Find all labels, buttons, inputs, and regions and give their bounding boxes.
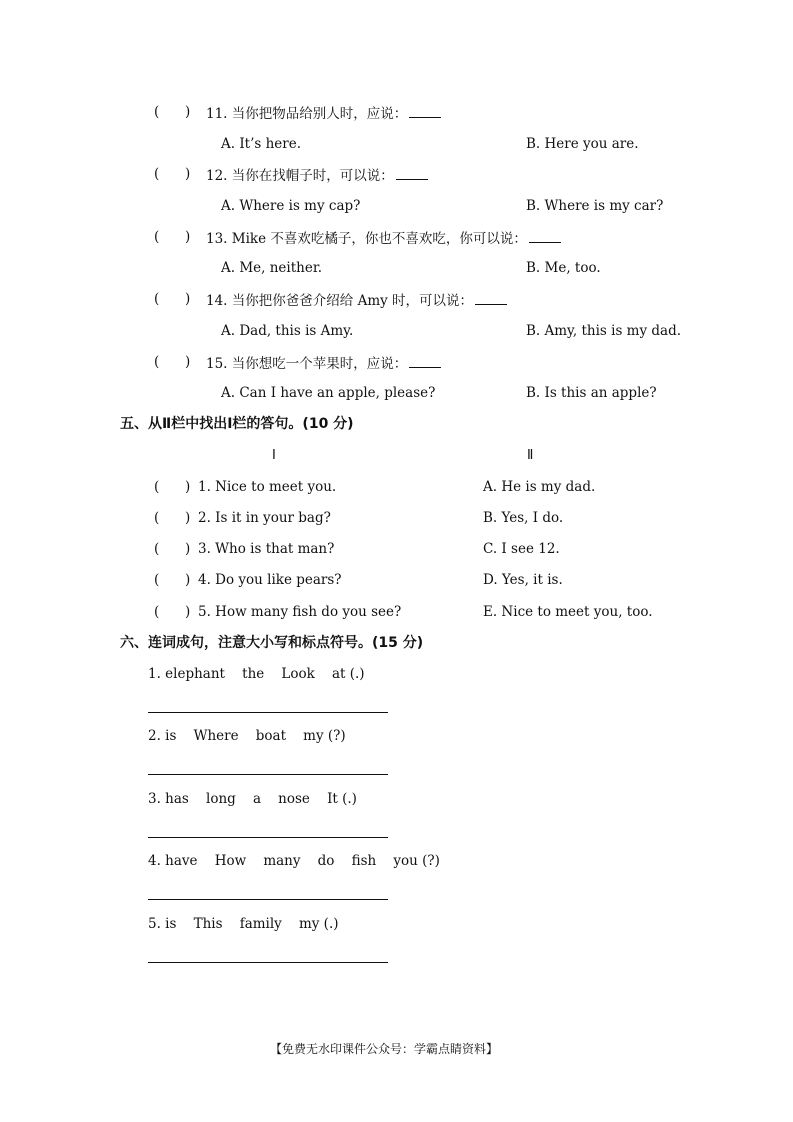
- column-ii-item: C. I see 12.: [483, 541, 560, 557]
- column-ii-item: B. Yes, I do.: [483, 510, 564, 526]
- question-number: 11.: [206, 106, 228, 122]
- option-b[interactable]: B. Is this an apple?: [526, 385, 657, 401]
- answer-paren[interactable]: ( ): [154, 354, 191, 370]
- fill-blank[interactable]: [529, 228, 561, 243]
- answer-paren[interactable]: ( ): [154, 510, 191, 526]
- answer-paren[interactable]: ( ): [154, 604, 191, 620]
- option-a[interactable]: A. Where is my cap?: [221, 198, 361, 214]
- scrambled-words: 2. is Where boat my (?): [148, 728, 346, 744]
- option-b[interactable]: B. Where is my car?: [526, 198, 664, 214]
- answer-line[interactable]: [148, 837, 388, 838]
- column-ii-item: A. He is my dad.: [483, 479, 596, 495]
- column-i-item: 2. Is it in your bag?: [198, 510, 331, 526]
- question-prompt: [206, 353, 441, 373]
- section-5-title: 五、从Ⅱ栏中找出Ⅰ栏的答句。(10 分): [120, 416, 354, 432]
- option-a[interactable]: A. It’s here.: [221, 136, 302, 152]
- option-b[interactable]: B. Me, too.: [526, 260, 601, 276]
- answer-line[interactable]: [148, 774, 388, 775]
- column-i-header: Ⅰ: [272, 448, 276, 463]
- footer-note: 【免费无水印课件公众号：学霸点睛资料】: [270, 1042, 499, 1056]
- question-text: 当你在找帽子时，可以说：: [231, 168, 394, 184]
- fill-blank[interactable]: [396, 165, 428, 180]
- question-number: 12.: [206, 168, 228, 184]
- question-number: 15.: [206, 356, 228, 372]
- scrambled-words: 1. elephant the Look at (.): [148, 666, 365, 682]
- column-ii-item: E. Nice to meet you, too.: [483, 604, 653, 620]
- answer-line[interactable]: [148, 962, 388, 963]
- question-text: 当你把物品给别人时，应说：: [231, 106, 408, 122]
- option-a[interactable]: A. Dad, this is Amy.: [221, 323, 354, 339]
- fill-blank[interactable]: [409, 103, 441, 118]
- option-a[interactable]: A. Can I have an apple, please?: [221, 385, 436, 401]
- column-i-item: 5. How many fish do you see?: [198, 604, 402, 620]
- question-prompt: [206, 165, 428, 185]
- answer-paren[interactable]: ( ): [154, 104, 191, 120]
- option-b[interactable]: B. Here you are.: [526, 136, 639, 152]
- column-i-item: 1. Nice to meet you.: [198, 479, 337, 495]
- column-i-item: 3. Who is that man?: [198, 541, 335, 557]
- scrambled-words: 5. is This family my (.): [148, 916, 339, 932]
- option-b[interactable]: B. Amy, this is my dad.: [526, 323, 682, 339]
- question-number: 13.: [206, 231, 228, 247]
- question-text: Mike 不喜欢吃橘子，你也不喜欢吃，你可以说：: [231, 231, 527, 247]
- column-ii-header: Ⅱ: [527, 448, 534, 463]
- option-a[interactable]: A. Me, neither.: [221, 260, 323, 276]
- column-i-item: 4. Do you like pears?: [198, 572, 342, 588]
- answer-paren[interactable]: ( ): [154, 479, 191, 495]
- fill-blank[interactable]: [409, 353, 441, 368]
- question-prompt: [206, 290, 507, 310]
- answer-paren[interactable]: ( ): [154, 572, 191, 588]
- answer-paren[interactable]: ( ): [154, 291, 191, 307]
- scrambled-words: 4. have How many do fish you (?): [148, 853, 440, 869]
- question-number: 14.: [206, 293, 228, 309]
- answer-line[interactable]: [148, 712, 388, 713]
- section-6-title: 六、连词成句，注意大小写和标点符号。(15 分): [120, 635, 424, 651]
- question-text: 当你想吃一个苹果时，应说：: [231, 356, 408, 372]
- column-ii-item: D. Yes, it is.: [483, 572, 563, 588]
- answer-paren[interactable]: ( ): [154, 541, 191, 557]
- scrambled-words: 3. has long a nose It (.): [148, 791, 357, 807]
- answer-paren[interactable]: ( ): [154, 166, 191, 182]
- question-text: 当你把你爸爸介绍给 Amy 时，可以说：: [231, 293, 474, 309]
- question-prompt: [206, 228, 561, 248]
- answer-paren[interactable]: ( ): [154, 229, 191, 245]
- answer-line[interactable]: [148, 899, 388, 900]
- fill-blank[interactable]: [475, 290, 507, 305]
- question-prompt: [206, 103, 441, 123]
